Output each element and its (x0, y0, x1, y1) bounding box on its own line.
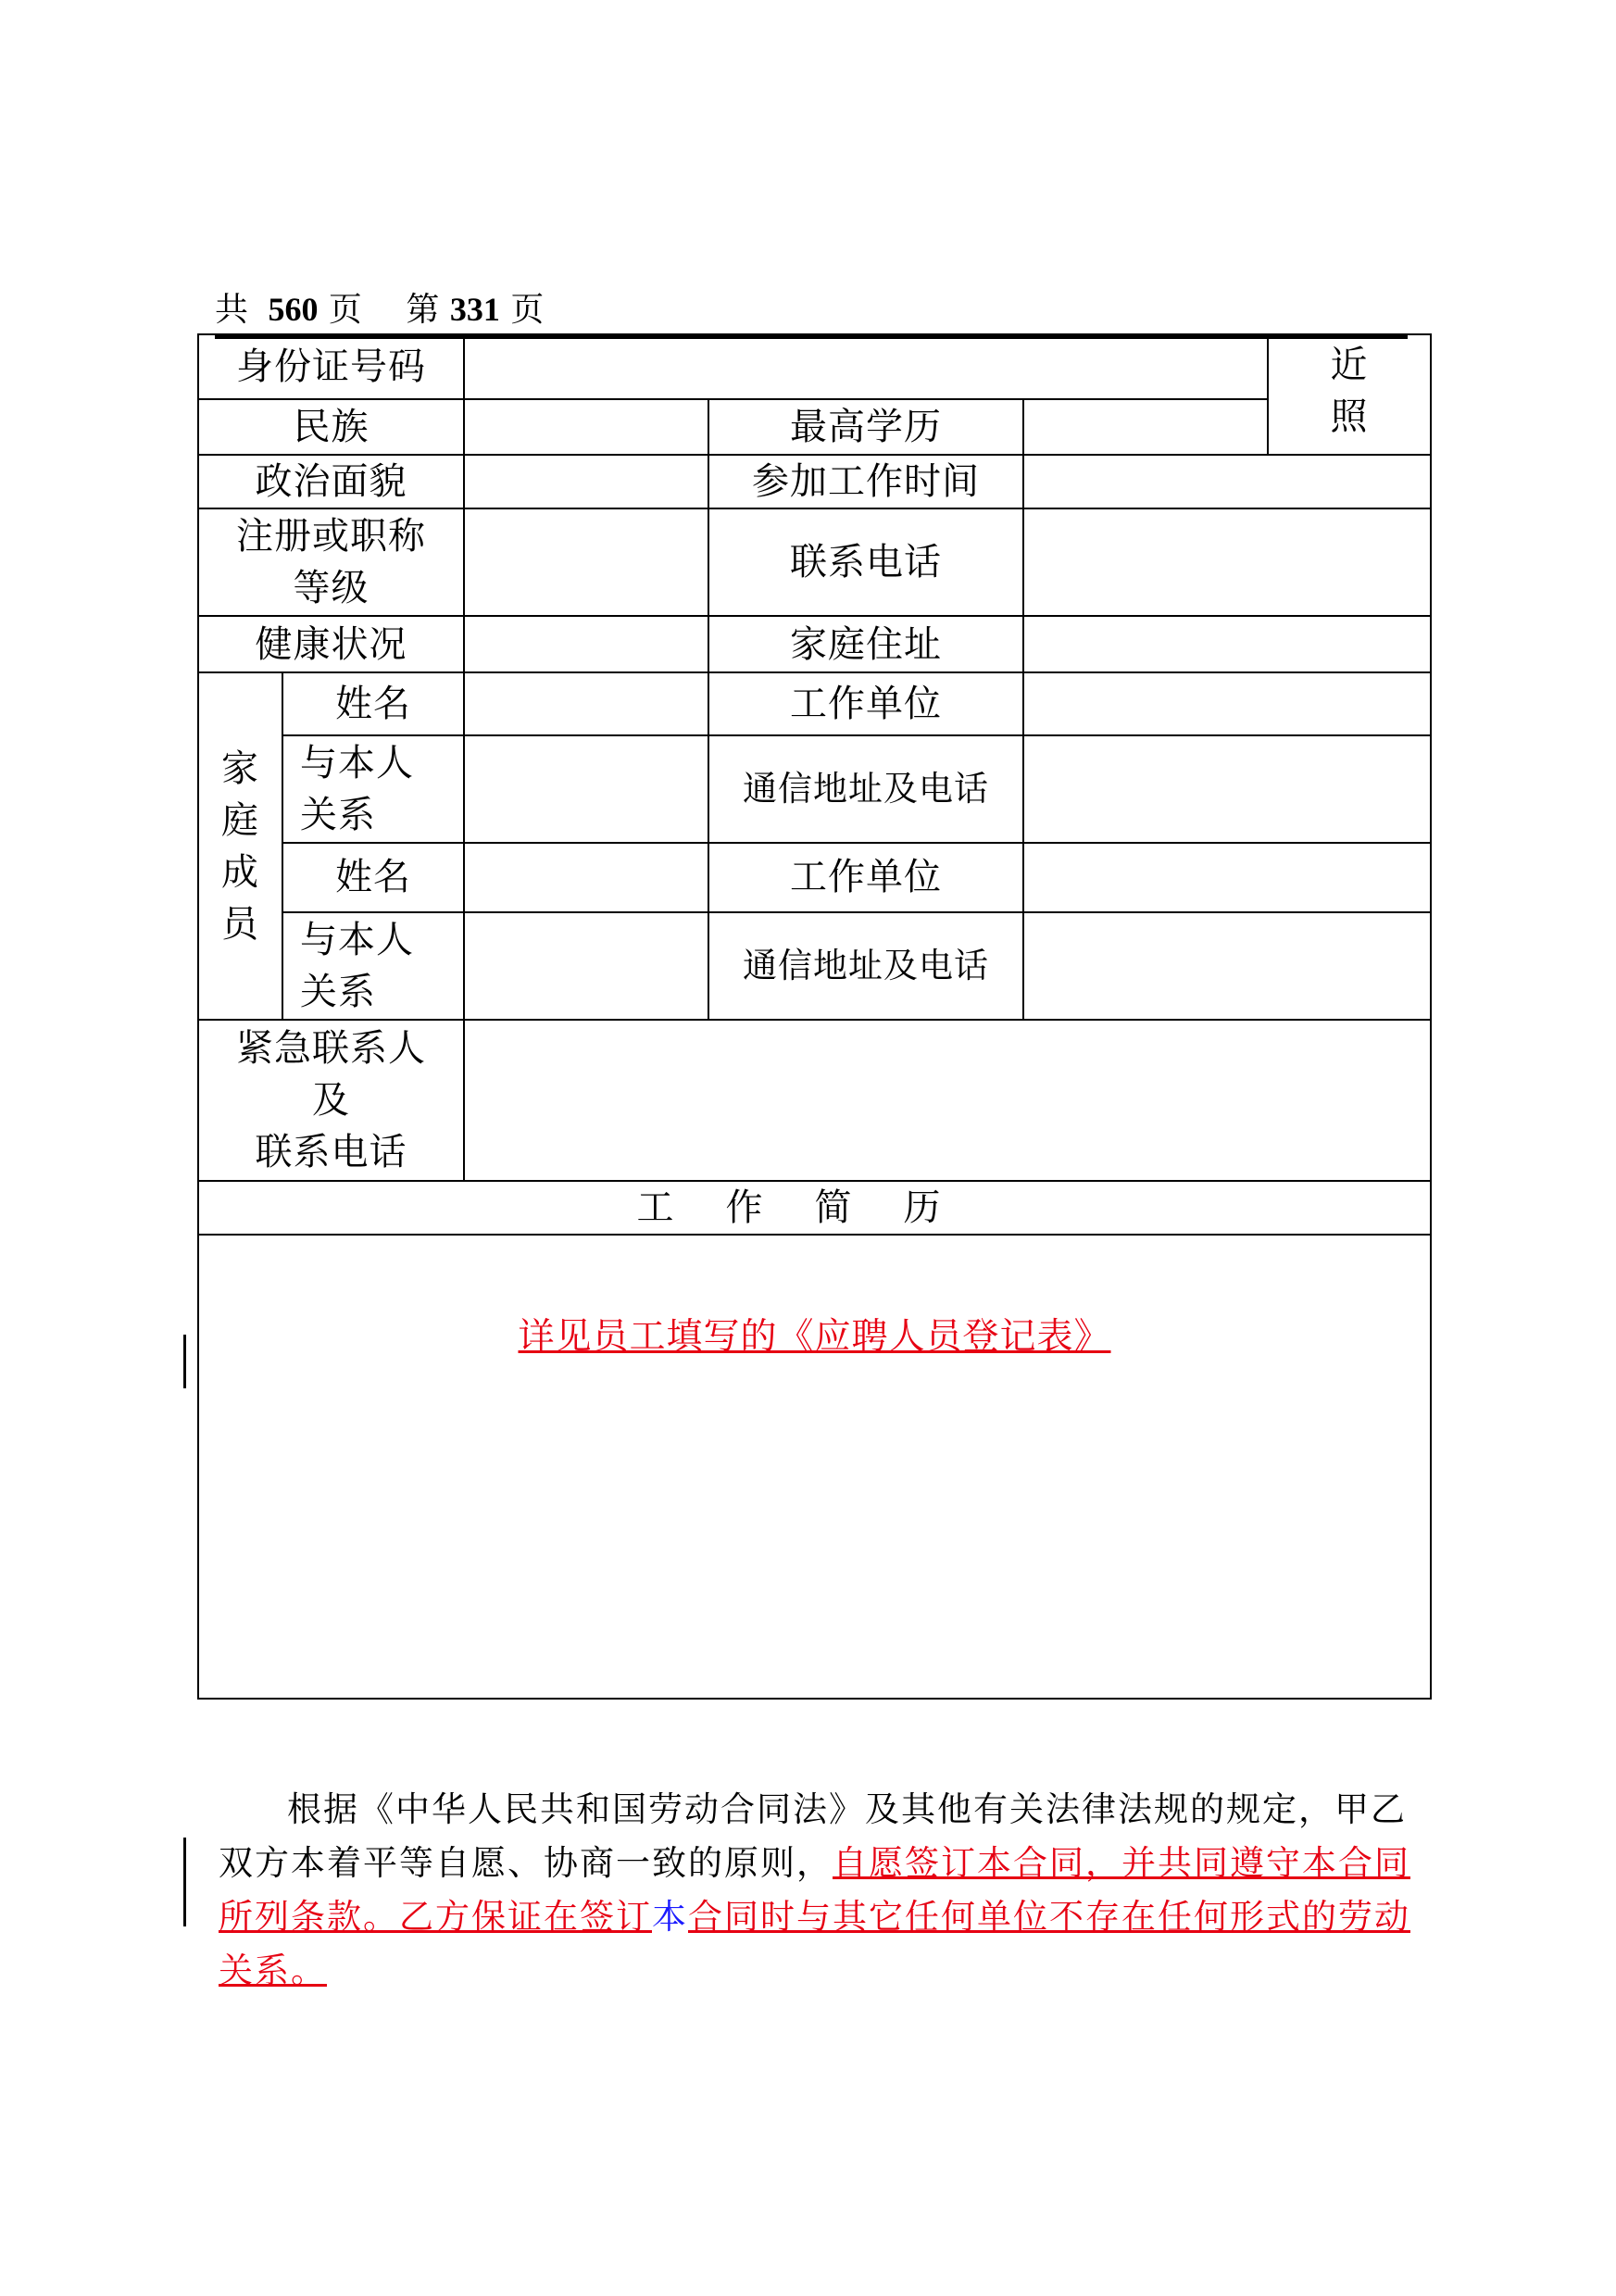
family-name-label-1: 姓名 (282, 672, 464, 734)
relation-line2: 关系 (300, 793, 376, 836)
emergency-line1: 紧急联系人 (236, 1027, 426, 1071)
family-members-label (198, 672, 282, 1019)
phone-label: 联系电话 (708, 508, 1023, 616)
emergency-line2: 及 (312, 1079, 350, 1123)
relation-line1: 与本人 (300, 741, 414, 784)
work-start-field[interactable] (1023, 455, 1431, 508)
family-employer-label-2: 工作单位 (708, 843, 1023, 912)
page-counter (215, 283, 1408, 339)
family-relation-field-2[interactable] (464, 912, 708, 1020)
contract-paragraph (219, 1783, 1413, 1998)
health-label: 健康状况 (198, 616, 464, 672)
paragraph-text: 根据《中华人民共和国劳动合同法》及其他有关法律法规的规定，甲乙双方本着平等自愿、协商一致的原则， (219, 1789, 1407, 1883)
title-label-line1: 注册或职称 (236, 515, 426, 558)
id-number-field[interactable] (464, 334, 1268, 399)
paragraph-red-text-2: 合同时与其它任何单位不存在任何形式的劳动关系。 (219, 1897, 1410, 1990)
title-label (198, 508, 464, 616)
paragraph-red-text-1: 自愿签订本合同，并共同遵守本合同所列条款。乙方保证在签订 (219, 1843, 1410, 1937)
family-relation-label-1 (282, 735, 464, 843)
id-number-label: 身份证号码 (198, 334, 464, 399)
total-suffix: 页 (328, 291, 362, 329)
revision-bar (183, 1838, 186, 1926)
family-label-char: 员 (221, 902, 259, 946)
ethnicity-field[interactable] (464, 399, 708, 455)
photo-cell[interactable] (1268, 334, 1431, 455)
work-history-note: 详见员工填写的《应聘人员登记表》 (518, 1316, 1111, 1359)
page-number: 331 (449, 291, 500, 328)
emergency-contact-label (198, 1020, 464, 1181)
title-field[interactable] (464, 508, 708, 616)
total-prefix: 共 (215, 291, 249, 329)
emergency-line3: 联系电话 (255, 1131, 407, 1174)
work-history-header: 工作简历 (198, 1181, 1431, 1235)
family-contact-label-2: 通信地址及电话 (708, 912, 1023, 1020)
emergency-contact-field[interactable] (464, 1020, 1431, 1181)
family-relation-label-2 (282, 912, 464, 1020)
political-field[interactable] (464, 455, 708, 508)
family-name-label-2: 姓名 (282, 843, 464, 912)
political-label: 政治面貌 (198, 455, 464, 508)
relation-line2: 关系 (300, 970, 376, 1013)
revision-bar (183, 1335, 186, 1388)
page-prefix: 第 (406, 291, 440, 329)
family-name-field-1[interactable] (464, 672, 708, 734)
employee-info-form (197, 333, 1432, 1700)
family-name-field-2[interactable] (464, 843, 708, 912)
photo-label-1: 近 (1330, 344, 1369, 386)
address-label: 家庭住址 (708, 616, 1023, 672)
family-label-char: 庭 (221, 798, 259, 842)
total-pages: 560 (268, 291, 319, 328)
education-label: 最高学历 (708, 399, 1023, 455)
family-employer-label-1: 工作单位 (708, 672, 1023, 734)
phone-field[interactable] (1023, 508, 1431, 616)
title-label-line2: 等级 (293, 567, 370, 610)
photo-label-2: 照 (1330, 395, 1369, 438)
ethnicity-label: 民族 (198, 399, 464, 455)
work-start-label: 参加工作时间 (708, 455, 1023, 508)
family-employer-field-1[interactable] (1023, 672, 1431, 734)
address-field[interactable] (1023, 616, 1431, 672)
family-contact-label-1: 通信地址及电话 (708, 735, 1023, 843)
paragraph-blue-text: 本 (652, 1897, 688, 1937)
work-history-area[interactable] (198, 1235, 1431, 1699)
relation-line1: 与本人 (300, 918, 414, 961)
family-label-char: 成 (221, 850, 259, 894)
family-contact-field-1[interactable] (1023, 735, 1431, 843)
family-employer-field-2[interactable] (1023, 843, 1431, 912)
health-field[interactable] (464, 616, 708, 672)
page-suffix: 页 (510, 291, 545, 329)
family-contact-field-2[interactable] (1023, 912, 1431, 1020)
family-label-char: 家 (221, 747, 259, 790)
education-field[interactable] (1023, 399, 1268, 455)
family-relation-field-1[interactable] (464, 735, 708, 843)
